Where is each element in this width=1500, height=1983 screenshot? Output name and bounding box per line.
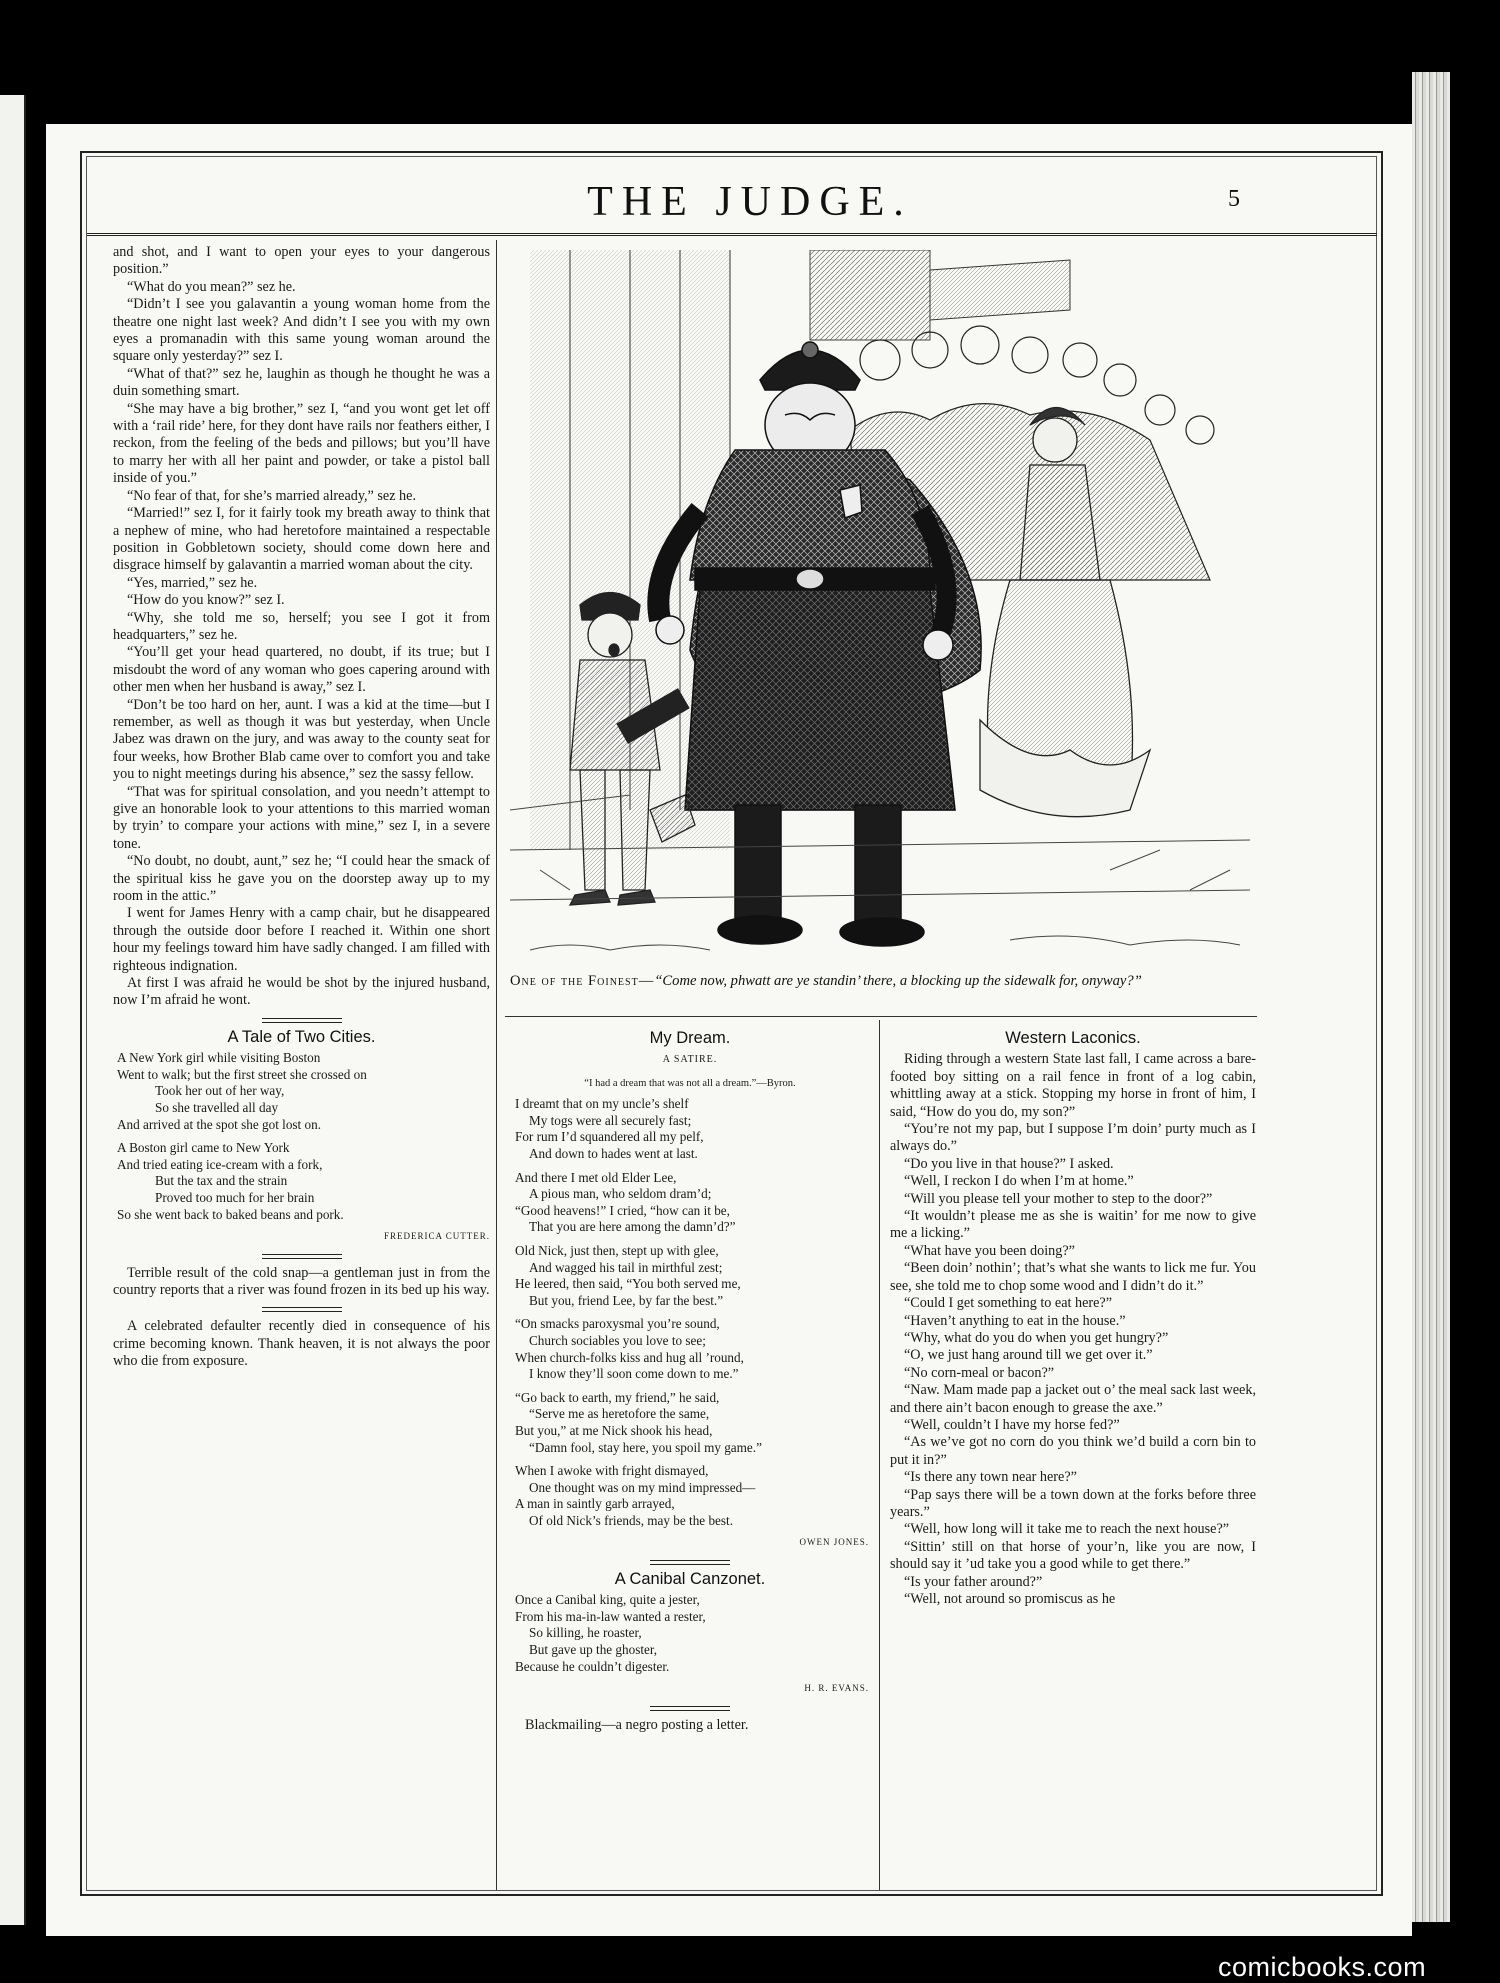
paragraph: “As we’ve got no corn do you think we’d build a corn bin to put it in?”: [890, 1434, 1256, 1468]
poem-line: But the tax and the strain: [155, 1173, 288, 1189]
paragraph: “Could I get something to eat here?”: [904, 1295, 1113, 1312]
paragraph: “Do you live in that house?” I asked.: [904, 1155, 1114, 1172]
poem-line: “On smacks paroxysmal you’re sound,: [515, 1316, 720, 1332]
poem-stanza: [113, 1140, 490, 1223]
poem-line: Went to walk; but the first street she crossed on: [117, 1066, 367, 1082]
poem-line: So she travelled all day: [155, 1100, 279, 1116]
section-rule: [650, 1560, 730, 1565]
poem-line: “Serve me as heretofore the same,: [529, 1406, 710, 1422]
poem-line: From his ma-in-law wanted a rester,: [515, 1608, 706, 1624]
squib-paragraph: Terrible result of the cold snap—a gentleman just in from the country reports that a river was found frozen in its bed up his way.: [113, 1264, 490, 1299]
section-rule: [650, 1706, 730, 1711]
poem-line: Old Nick, just then, stept up with glee,: [515, 1242, 719, 1258]
paragraph: “Yes, married,” sez he.: [127, 574, 258, 591]
poem-line: When I awoke with fright dismayed,: [515, 1463, 709, 1479]
poem-stanza: [511, 1390, 869, 1456]
left-column: [113, 244, 490, 1371]
paragraph: “Is there any town near here?”: [904, 1469, 1077, 1486]
paragraph: “What of that?” sez he, laughin as though he thought he was a duin something smart.: [113, 365, 490, 400]
poem-stanza: [511, 1170, 869, 1236]
poem-line: A pious man, who seldom dram’d;: [529, 1186, 712, 1202]
paragraph: and shot, and I want to open your eyes to your dangerous position.”: [113, 244, 490, 278]
paragraph: “Will you please tell your mother to step to the door?”: [904, 1190, 1213, 1207]
article-title: Western Laconics.: [1005, 1029, 1141, 1047]
paragraph: “What have you been doing?”: [904, 1242, 1075, 1259]
masthead-rule: [87, 233, 1377, 236]
paragraph: “Didn’t I see you galavantin a young woman home from the theatre one night last week? And didn’t I see you with my own eyes a promanadin with this same young woman around the square only yesterday?” sez I.: [113, 296, 490, 365]
poem-line: And down to hades went at last.: [529, 1146, 698, 1161]
paragraph: “How do you know?” sez I.: [127, 592, 285, 609]
poem-subtitle: A SATIRE.: [662, 1054, 718, 1066]
poem-stanza: [511, 1243, 869, 1309]
paragraph: I went for James Henry with a camp chair, but he disappeared through the outside door before I reached it. Within one short hour my feelings toward him have sadly changed. I am filled with righteous indignation.: [113, 905, 490, 974]
masthead-title: THE JUDGE.: [587, 179, 913, 225]
paragraph: “No corn-meal or bacon?”: [904, 1364, 1055, 1381]
paragraph: “Well, not around so promiscus as he: [904, 1591, 1116, 1607]
paragraph: “It wouldn’t please me as she is waitin’ for me now to give me a licking.”: [890, 1208, 1256, 1242]
poem-line: A Boston girl came to New York: [117, 1140, 290, 1156]
paragraph: “Don’t be too hard on her, aunt. I was a kid at the time—but I remember, as well as though it was but yesterday, when Uncle Jabez was drawn on the jury, and was away to the county seat for four weeks, how Brother Blab came over to comfort you and take you to night meetings during his absence,” sez the sassy fellow.: [113, 696, 490, 783]
squib-paragraph: Blackmailing—a negro posting a letter.: [525, 1716, 749, 1733]
poem-line: And tried eating ice-cream with a fork,: [117, 1156, 323, 1172]
poem-line: But you,” at me Nick shook his head,: [515, 1422, 713, 1438]
poem-line: And arrived at the spot she got lost on.: [117, 1116, 322, 1132]
paragraph: “That was for spiritual consolation, and you needn’t attempt to give an honorable look to your attentions to this married woman by tryin’ to compare your actions with mine,” sez I, in a severe tone.: [113, 783, 490, 852]
poem-line: Of old Nick’s friends, may be the best.: [529, 1512, 733, 1528]
poem-title: A Canibal Canzonet.: [614, 1569, 766, 1588]
poem-line: Church sociables you love to see;: [529, 1332, 706, 1348]
poem-line: When church-folks kiss and hug all ’round,: [515, 1349, 744, 1365]
poem-line: That you are here among the damn’d?”: [529, 1219, 736, 1235]
poem-my-dream: [511, 1096, 869, 1529]
paragraph: “Why, she told me so, herself; you see I got it from headquarters,” sez he.: [113, 609, 490, 643]
story-text: [113, 244, 490, 1010]
poem-line: And there I met old Elder Lee,: [515, 1169, 677, 1185]
paragraph: “O, we just hang around till we get over it.”: [904, 1347, 1153, 1364]
poem-canibal-canzonet: [511, 1592, 869, 1675]
poem-line: “Go back to earth, my friend,” he said,: [515, 1389, 720, 1405]
poem-line: But you, friend Lee, by far the best.”: [529, 1292, 724, 1308]
middle-column: [511, 1026, 869, 1734]
poem-author: OWEN JONES.: [799, 1537, 869, 1548]
caption-lead: One of the Foinest—: [510, 973, 655, 989]
paragraph: “Haven’t anything to eat in the house.”: [904, 1312, 1126, 1329]
paragraph: “What do you mean?” sez he.: [127, 278, 296, 295]
poem-epigraph: “I had a dream that was not all a dream.”—Byron.: [584, 1077, 796, 1089]
poem-stanza: [511, 1463, 869, 1529]
poem-title: My Dream.: [649, 1029, 731, 1047]
paragraph: “Well, I reckon I do when I’m at home.”: [904, 1173, 1134, 1190]
poem-line: “Good heavens!” I cried, “how can it be,: [515, 1202, 730, 1218]
poem-line: I know they’ll soon come down to me.”: [529, 1366, 739, 1382]
paragraph: “Naw. Mam made pap a jacket out o’ the meal sack last week, and there ain’t bacon enough to grease the axe.”: [890, 1382, 1256, 1416]
paragraph: Riding through a western State last fall, I came across a bare-footed boy sitting on a rail fence in front of a log cabin, whittling away at a stick. Stopping my horse in front of him, I said, “How do you do, my son?”: [890, 1051, 1256, 1120]
poem-author: FREDERICA CUTTER.: [383, 1231, 490, 1242]
illustration-caption: [510, 972, 1255, 990]
poem-line: Once a Canibal king, quite a jester,: [515, 1592, 700, 1608]
illustration-rule: [505, 1016, 1257, 1017]
page-stack-edge: [1412, 72, 1450, 1922]
caption-quote: “Come now, phwatt are ye standin’ there, a blocking up the sidewalk for, onyway?”: [654, 973, 1142, 989]
cartoon-illustration: [510, 250, 1250, 968]
poem-stanza: [511, 1316, 869, 1382]
left-page-edge: [0, 95, 26, 1925]
column-divider: [879, 1020, 880, 1890]
watermark: comicbooks.com: [1218, 1952, 1427, 1982]
poem-author: H. R. EVANS.: [804, 1683, 869, 1694]
poem-line: “Damn fool, stay here, you spoil my game.”: [529, 1439, 762, 1455]
poem-line: A man in saintly garb arrayed,: [515, 1496, 675, 1512]
poem-title: A Tale of Two Cities.: [227, 1027, 376, 1046]
paragraph: “Well, how long will it take me to reach the next house?”: [904, 1521, 1230, 1538]
page-number: 5: [1228, 186, 1240, 212]
paragraph: “Why, what do you do when you get hungry?”: [904, 1329, 1169, 1346]
section-rule: [262, 1018, 342, 1023]
poem-line: For rum I’d squandered all my pelf,: [515, 1129, 704, 1145]
paragraph: “Married!” sez I, for it fairly took my breath away to think that a nephew of mine, who had heretofore maintained a respectable position in Gobbletown society, should come down here and disgrace himself by galavantin a married woman about the city.: [113, 505, 490, 574]
poem-line: Proved too much for her brain: [155, 1190, 315, 1206]
column-divider: [496, 240, 497, 1890]
paragraph: “Pap says there will be a town down at the forks before three years.”: [890, 1486, 1256, 1520]
poem-line: My togs were all securely fast;: [529, 1112, 692, 1128]
section-rule: [262, 1307, 342, 1312]
paragraph: “You’re not my pap, but I suppose I’m doin’ purty much as I always do.”: [890, 1121, 1256, 1155]
poem-line: He leered, then said, “You both served me,: [515, 1276, 741, 1292]
paragraph: “No doubt, no doubt, aunt,” sez he; “I could hear the smack of the spiritual kiss he gave you on the doorstep away up to my room in the attic.”: [113, 853, 490, 905]
paragraph: “She may have a big brother,” sez I, “and you wont get let off with a ‘rail ride’ here, for they dont have rails nor feathers either, I reckon, from the feeling of the beds and pillows; but you’ll have to marry her with all her paint and powder, or take a pistol ball inside of you.”: [113, 400, 490, 487]
poem-line: And wagged his tail in mirthful zest;: [529, 1259, 723, 1275]
poem-line: Took her out of her way,: [155, 1083, 285, 1099]
poem-tale-of-two-cities: [113, 1050, 490, 1223]
right-column: [890, 1026, 1256, 1608]
paragraph: “Sittin’ still on that horse of your’n, like you are now, I should say it ’ud take you a good while to get there.”: [890, 1538, 1256, 1573]
poem-stanza: [113, 1050, 490, 1133]
section-rule: [262, 1254, 342, 1259]
poem-line: One thought was on my mind impressed—: [529, 1479, 756, 1495]
squib-paragraph: A celebrated defaulter recently died in consequence of his crime becoming known. Thank heaven, it is not always the poor who die from exposure.: [113, 1318, 490, 1370]
poem-line: So she went back to baked beans and pork.: [117, 1206, 344, 1222]
paragraph: At first I was afraid he would be shot by the injured husband, now I’m afraid he wont.: [113, 975, 490, 1009]
poem-line: But gave up the ghoster,: [529, 1642, 658, 1658]
article-text: [890, 1051, 1256, 1608]
poem-line: I dreamt that on my uncle’s shelf: [515, 1096, 689, 1112]
paragraph: “Been doin’ nothin’; that’s what she wants to lick me fur. You see, she told me to chop some wood and I didn’t do it.”: [890, 1260, 1256, 1294]
paragraph: “Is your father around?”: [904, 1573, 1043, 1590]
poem-line: Because he couldn’t digester.: [515, 1658, 670, 1674]
poem-line: So killing, he roaster,: [529, 1625, 642, 1641]
poem-stanza: [511, 1096, 869, 1162]
paragraph: “Well, couldn’t I have my horse fed?”: [904, 1416, 1120, 1433]
paragraph: “No fear of that, for she’s married already,” sez he.: [127, 487, 416, 504]
poem-stanza: [511, 1592, 869, 1675]
poem-line: A New York girl while visiting Boston: [117, 1050, 321, 1066]
paragraph: “You’ll get your head quartered, no doubt, if its true; but I misdoubt the word of any woman who goes capering around with other men when her husband is away,” sez I.: [113, 644, 490, 696]
